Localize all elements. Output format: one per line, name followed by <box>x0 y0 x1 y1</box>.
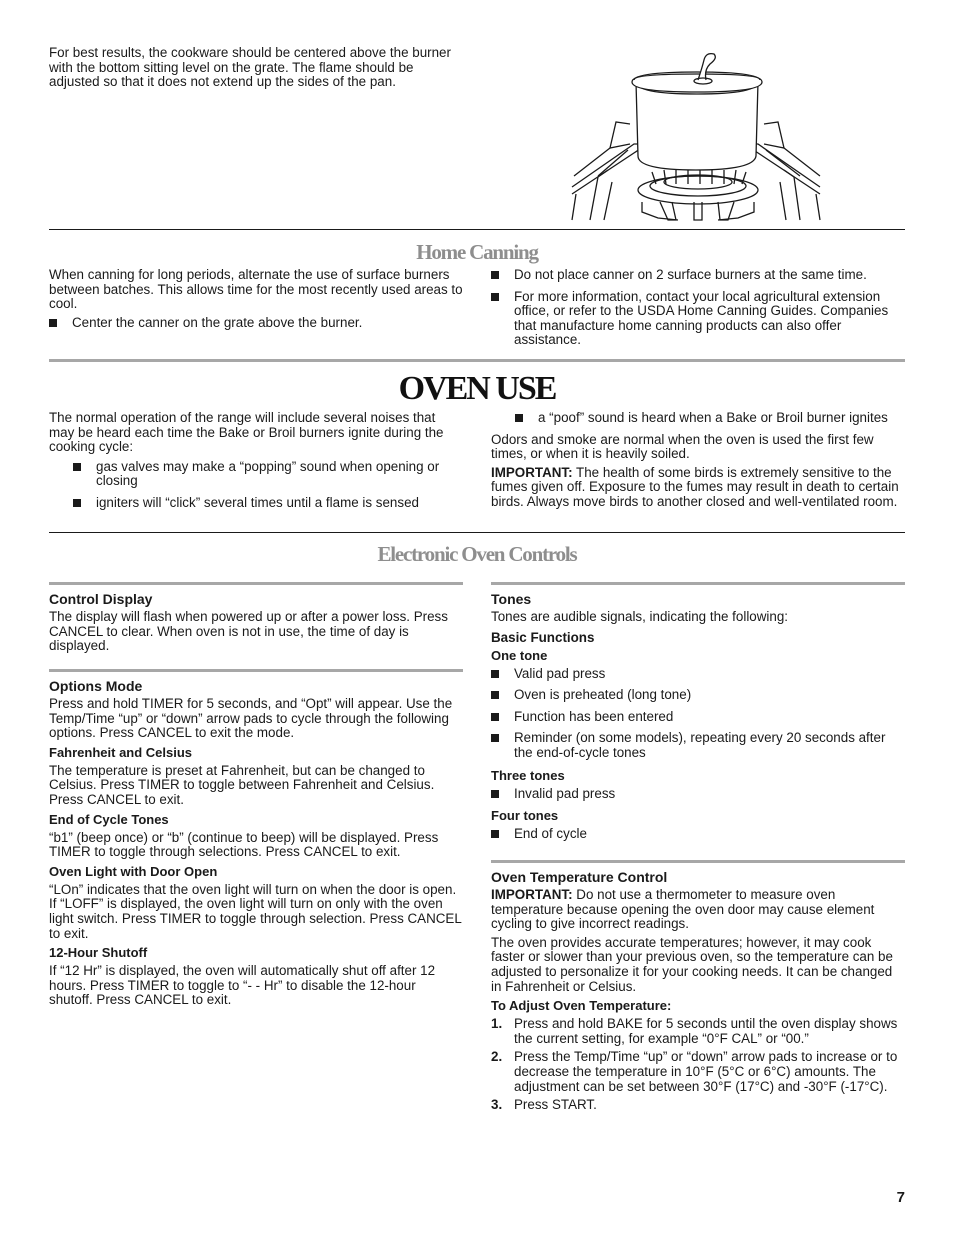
oven-light-text: “LOn” indicates that the oven light will turn on when the door is open. If “LOFF” is displayed, the oven light will turn on only with the oven light switch. Press TIMER to toggle through selection. Press CANCEL to exit. <box>49 881 462 941</box>
section-divider <box>491 860 905 863</box>
section-divider <box>49 582 463 585</box>
list-item: Valid pad press <box>491 667 905 682</box>
fahrenheit-celsius-text: The temperature is preset at Fahrenheit, but can be changed to Celsius. Press TIMER to toggle between Fahrenheit and Celsius. Press CANCEL to exit. <box>49 762 435 807</box>
bullet-square-icon <box>515 414 523 422</box>
four-tones-heading: Four tones <box>491 808 559 824</box>
end-of-cycle-text: “b1” (beep once) or “b” (continue to beep) will be displayed. Press TIMER to toggle through selections. Press CANCEL to exit. <box>49 829 439 860</box>
oven-temperature-control-section <box>491 869 905 1113</box>
oven-use-paragraph: The normal operation of the range will include several noises that may be heard each time the Bake or Broil burners ignite during the cooking cycle: <box>49 410 444 455</box>
section-divider <box>49 669 463 672</box>
page-number: 7 <box>896 1189 905 1206</box>
bullet-square-icon <box>491 734 499 742</box>
list-item: Oven is preheated (long tone) <box>491 688 905 703</box>
adjust-temperature-heading: To Adjust Oven Temperature: <box>491 998 672 1014</box>
list-item: For more information, contact your local agricultural extension office, or refer to the USDA Home Canning Guides. Companies that manufacture home canning products can also offer assistance. <box>491 290 905 348</box>
bullet-square-icon <box>491 293 499 301</box>
home-canning-title: Home Canning <box>416 240 538 264</box>
oven-use-right-column <box>491 411 905 510</box>
one-tone-heading: One tone <box>491 647 548 663</box>
shutoff-heading: 12-Hour Shutoff <box>49 945 148 961</box>
end-of-cycle-heading: End of Cycle Tones <box>49 811 169 827</box>
temp-text: The oven provides accurate temperatures; however, it may cook faster or slower than your previous oven, so the temperature can be adjusted to personalize it for your cooking needs. It can be changed in Fahrenheit or Celsius. <box>491 934 893 994</box>
list-item: 3. Press START. <box>491 1097 597 1113</box>
control-display-text: The display will flash when powered up or after a power loss. Press CANCEL to clear. When oven is not in use, the time of day is displayed. <box>49 609 448 654</box>
oven-use-left-column <box>49 411 463 511</box>
bullet-square-icon <box>491 670 499 678</box>
control-display-heading: Control Display <box>49 591 153 607</box>
options-mode-heading: Options Mode <box>49 678 143 694</box>
oven-temperature-heading: Oven Temperature Control <box>491 869 668 885</box>
tones-text: Tones are audible signals, indicating the following: <box>491 609 789 624</box>
odors-paragraph: Odors and smoke are normal when the oven is used the first few times, or when it is heavily soiled. <box>491 431 874 462</box>
shutoff-text: If “12 Hr” is displayed, the oven will automatically shut off after 12 hours. Press TIMER to toggle to “- - Hr” to disable the 12-hour shutoff. Press CANCEL to exit. <box>49 963 436 1008</box>
list-item: Reminder (on some models), repeating every 20 seconds after the end-of-cycle tones <box>491 731 905 760</box>
divider <box>49 229 905 230</box>
intro-text: For best results, the cookware should be centered above the burner with the bottom sitting level on the grate. The flame should be adjusted so that it does not extend up the sides of the pan. <box>49 45 451 90</box>
bullet-square-icon <box>73 463 81 471</box>
list-item: Center the canner on the grate above the burner. <box>49 316 463 331</box>
control-display-section <box>49 591 463 654</box>
electronic-oven-controls-title: Electronic Oven Controls <box>377 542 577 566</box>
home-canning-left-column <box>49 268 463 330</box>
list-item: igniters will “click” several times until a flame is sensed <box>73 496 463 511</box>
home-canning-paragraph: When canning for long periods, alternate the use of surface burners between batches. This allows time for the most recently used areas to cool. <box>49 267 463 312</box>
bullet-square-icon <box>491 271 499 279</box>
list-item: Do not place canner on 2 surface burners at the same time. <box>491 268 905 283</box>
bullet-square-icon <box>49 319 57 327</box>
divider <box>49 532 905 533</box>
basic-functions-heading: Basic Functions <box>491 629 595 645</box>
tones-section <box>491 591 905 842</box>
section-divider <box>49 359 905 362</box>
bullet-square-icon <box>491 713 499 721</box>
bullet-square-icon <box>73 499 81 507</box>
bullet-square-icon <box>491 790 499 798</box>
home-canning-right-column <box>491 268 905 348</box>
list-item: Function has been entered <box>491 710 905 725</box>
section-divider <box>491 582 905 585</box>
pot-on-burner-illustration <box>568 52 828 224</box>
list-item: 1. Press and hold BAKE for 5 seconds until the oven display shows the current setting, for example “0°F CAL” or “00.” <box>491 1016 898 1046</box>
list-item: a “poof” sound is heard when a Bake or Broil burner ignites <box>515 411 905 426</box>
bullet-square-icon <box>491 830 499 838</box>
list-item: gas valves may make a “popping” sound when opening or closing <box>73 460 463 489</box>
list-item: End of cycle <box>491 827 905 842</box>
options-mode-text: Press and hold TIMER for 5 seconds, and “Opt” will appear. Use the Temp/Time “up” or “down” arrow pads to cycle through the following options. Press CANCEL to exit the mode. <box>49 696 453 741</box>
fahrenheit-celsius-heading: Fahrenheit and Celsius <box>49 744 193 760</box>
temp-important-paragraph: IMPORTANT: Do not use a thermometer to measure oven temperature because opening the oven door may cause element cycling to give incorrect readings. <box>491 887 875 932</box>
list-item: Invalid pad press <box>491 787 905 802</box>
oven-use-title: OVEN USE <box>398 370 556 407</box>
three-tones-heading: Three tones <box>491 767 565 783</box>
tones-heading: Tones <box>491 591 532 607</box>
important-paragraph: IMPORTANT: The health of some birds is extremely sensitive to the fumes given off. Exposure to the fumes may result in death to certain birds. Always move birds to another closed and well-ventilated room. <box>491 464 899 509</box>
options-mode-section <box>49 678 463 1008</box>
list-item: 2. Press the Temp/Time “up” or “down” arrow pads to increase or to decrease the temperature in 10°F (5°C or 6°C) amounts. The adjustment can be set between 30°F (17°C) and -30°F (-17°C). <box>491 1049 898 1094</box>
oven-light-heading: Oven Light with Door Open <box>49 863 218 879</box>
bullet-square-icon <box>491 691 499 699</box>
